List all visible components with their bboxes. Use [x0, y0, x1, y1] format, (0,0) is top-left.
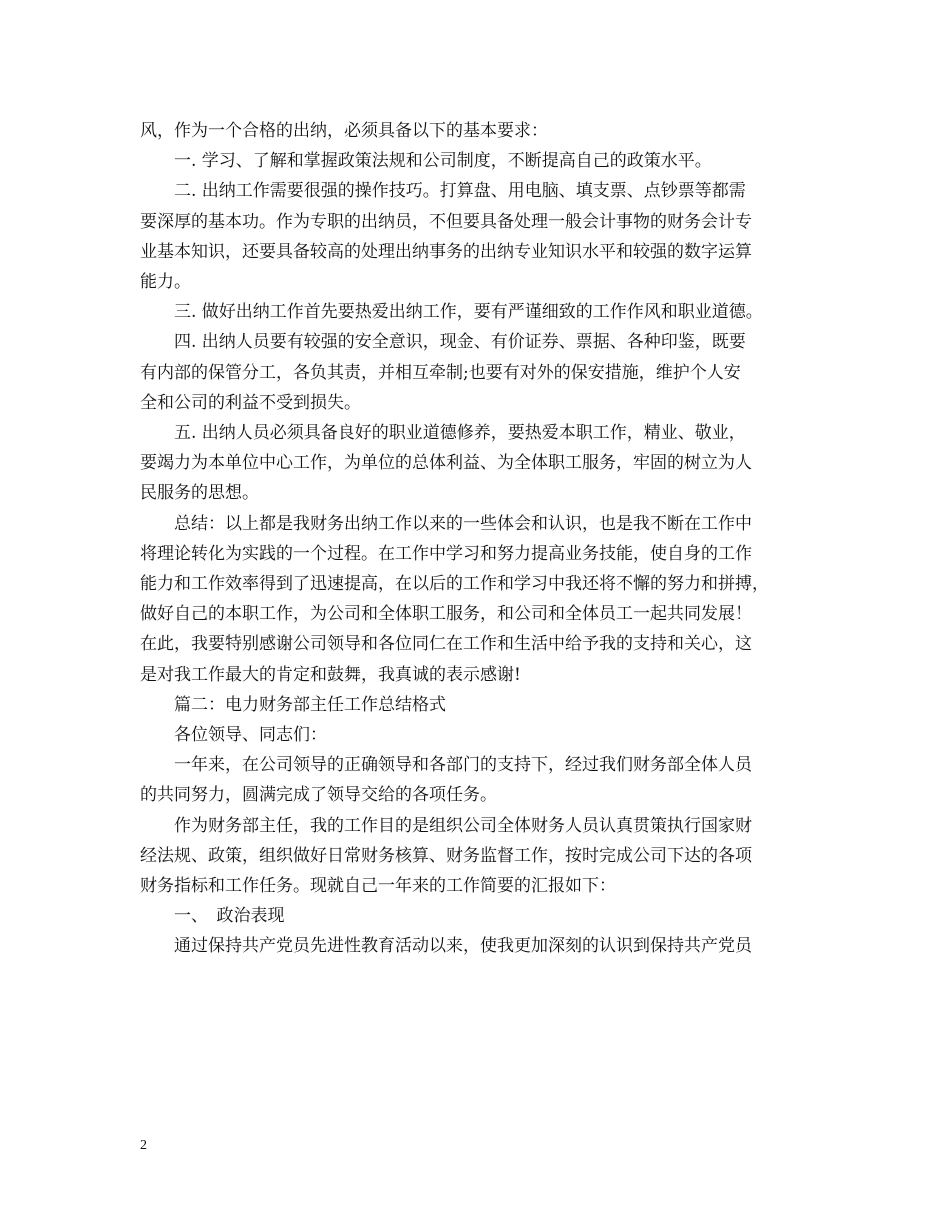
text-line: 将理论转化为实践的一个过程。在工作中学习和努力提高业务技能，使自身的工作	[140, 543, 752, 564]
section-heading: 篇二：电力财务部主任工作总结格式	[140, 694, 446, 715]
text-line: 是对我工作最大的肯定和鼓舞，我真诚的表示感谢!	[140, 664, 521, 685]
text-line: 做好自己的本职工作，为公司和全体职工服务，和公司和全体员工一起共同发展！	[140, 604, 752, 625]
text-line: 经法规、政策，组织做好日常财务核算、财务监督工作，按时完成公司下达的各项	[140, 845, 752, 866]
text-line: 民服务的思想。	[140, 483, 259, 504]
text-line: 业基本知识，还要具备较高的处理出纳事务的出纳专业知识水平和较强的数字运算	[140, 241, 752, 262]
text-line: 要深厚的基本功。作为专职的出纳员，不但要具备处理一般会计事物的财务会计专	[140, 211, 752, 232]
text-line: 的共同努力，圆满完成了领导交给的各项任务。	[140, 785, 497, 806]
text-line: 在此，我要特别感谢公司领导和各位同仁在工作和生活中给予我的支持和关心，这	[140, 634, 752, 655]
subsection-heading: 一、 政治表现	[140, 906, 285, 927]
text-line: 一年来，在公司领导的正确领导和各部门的支持下，经过我们财务部全体人员	[140, 755, 752, 776]
text-line: 三. 做好出纳工作首先要热爱出纳工作，要有严谨细致的工作作风和职业道德。	[140, 302, 763, 323]
text-line: 要竭力为本单位中心工作，为单位的总体利益、为全体职工服务，牢固的树立为人	[140, 453, 752, 474]
text-line: 二. 出纳工作需要很强的操作技巧。打算盘、用电脑、填支票、点钞票等都需	[140, 181, 746, 202]
text-line: 一. 学习、了解和掌握政策法规和公司制度，不断提高自己的政策水平。	[140, 151, 712, 172]
text-line: 作为财务部主任，我的工作目的是组织公司全体财务人员认真贯策执行国家财	[140, 815, 752, 836]
document-body	[140, 116, 812, 962]
text-line: 五. 出纳人员必须具备良好的职业道德修养，要热爱本职工作，精业、敬业，	[140, 423, 746, 444]
text-line: 能力和工作效率得到了迅速提高，在以后的工作和学习中我还将不懈的努力和拼搏，	[140, 574, 769, 595]
text-line: 财务指标和工作任务。现就自己一年来的工作简要的汇报如下：	[140, 876, 616, 897]
text-line: 风，作为一个合格的出纳，必须具备以下的基本要求：	[140, 121, 548, 141]
text-line: 总结：以上都是我财务出纳工作以来的一些体会和认识，也是我不断在工作中	[140, 513, 752, 534]
text-line: 通过保持共产党员先进性教育活动以来，使我更加深刻的认识到保持共产党员	[140, 936, 752, 957]
text-line: 能力。	[140, 272, 191, 293]
salutation: 各位领导、同志们：	[140, 725, 327, 746]
text-line: 四. 出纳人员要有较强的安全意识，现金、有价证券、票据、各种印鉴，既要	[140, 332, 746, 353]
text-line: 有内部的保管分工，各负其责，并相互牵制;也要有对外的保安措施，维护个人安	[140, 362, 741, 383]
text-line: 全和公司的利益不受到损失。	[140, 392, 361, 413]
page-number: 2	[140, 1138, 147, 1153]
